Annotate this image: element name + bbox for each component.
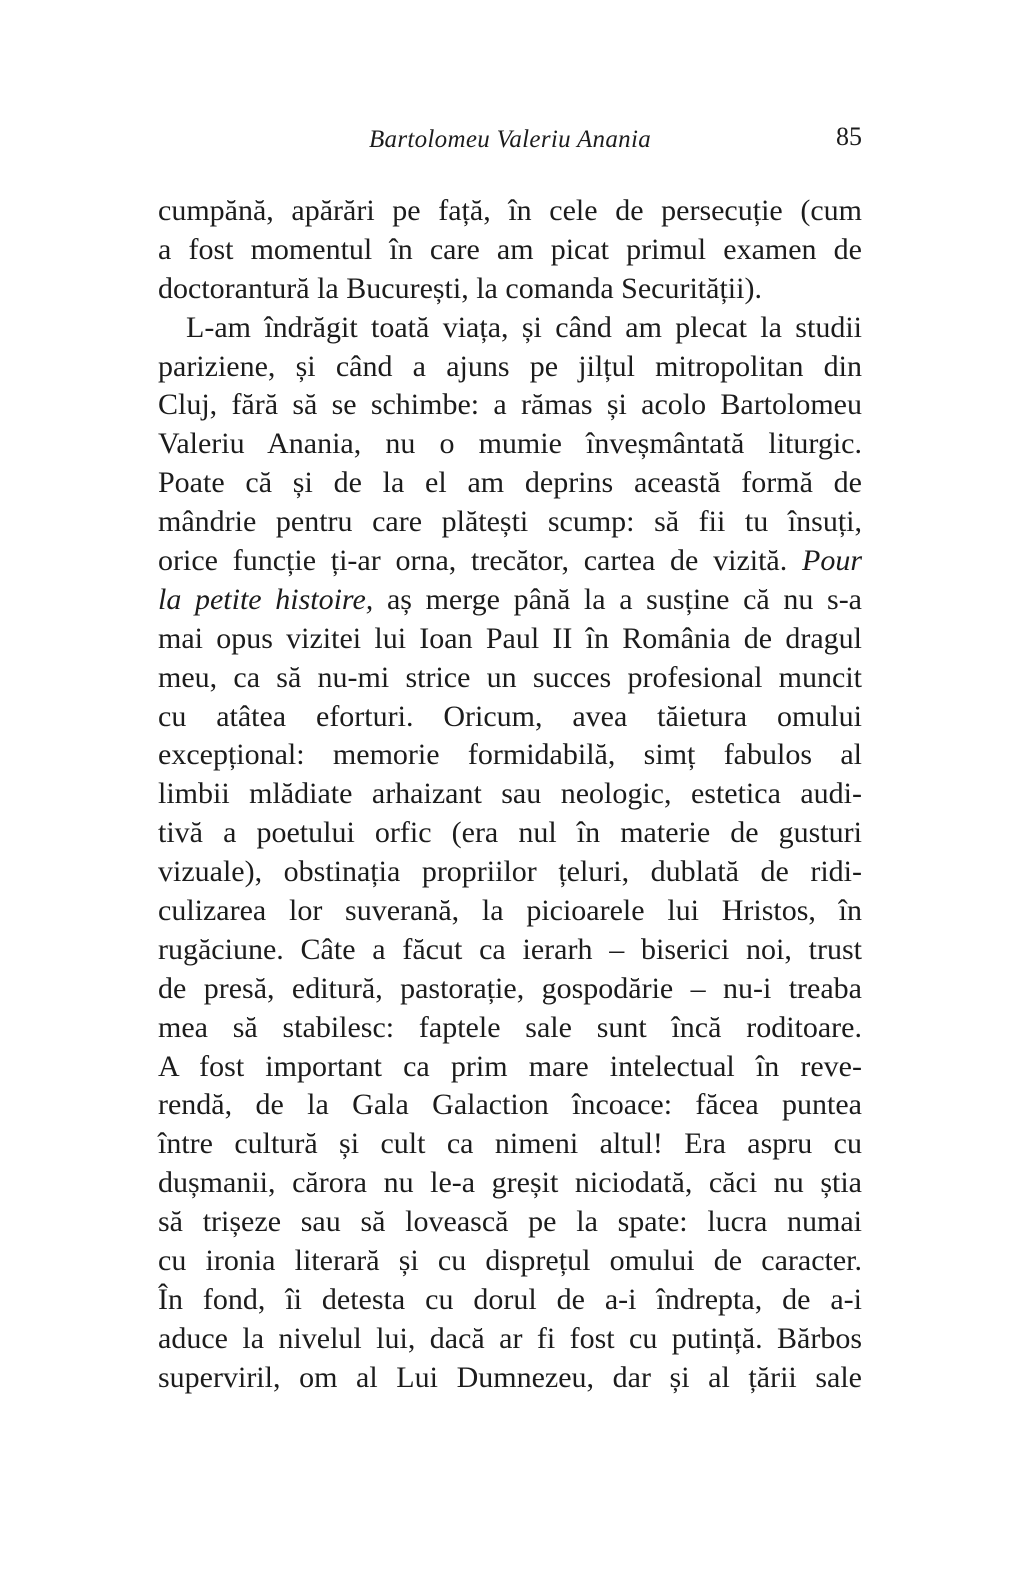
text-line: Poate că și de la el am deprins această formă de bbox=[158, 466, 862, 500]
text-line: Valeriu Anania, nu o mumie înveșmântată liturgic. bbox=[158, 427, 862, 461]
page-number: 85 bbox=[836, 122, 862, 151]
text-line: de presă, editură, pastorație, gospodărie – nu-i treaba bbox=[158, 971, 862, 1005]
text-line bbox=[158, 581, 862, 620]
italic-phrase: Pour bbox=[802, 544, 863, 578]
text-line: doctorantură la București, la comanda Securității). bbox=[158, 271, 762, 305]
paragraph-first-line: L-am îndrăgit toată viața, și când am plecat la studii bbox=[186, 310, 862, 344]
body-text bbox=[158, 192, 862, 1398]
text-line: să trișeze sau să lovească pe la spate: lucra numai bbox=[158, 1205, 862, 1239]
text-line: mai opus vizitei lui Ioan Paul II în România de dragul bbox=[158, 621, 862, 655]
text-line: rendă, de la Gala Galaction încoace: făcea puntea bbox=[158, 1088, 862, 1122]
text-line: cu ironia literară și cu disprețul omului de caracter. bbox=[158, 1244, 862, 1278]
text-line: cu atâtea eforturi. Oricum, avea tăietura omului bbox=[158, 699, 862, 733]
text-line: a fost momentul în care am picat primul examen de bbox=[158, 232, 862, 266]
text-line: Cluj, fără să se schimbe: a rămas și acolo Bartolomeu bbox=[158, 388, 862, 422]
text-line: În fond, îi detesta cu dorul de a-i îndrepta, de a-i bbox=[158, 1282, 862, 1316]
text-line: A fost important ca prim mare intelectual în reve- bbox=[158, 1049, 862, 1083]
text-line: culizarea lor suverană, la picioarele lui Hristos, în bbox=[158, 894, 862, 928]
text-line: mea să stabilesc: faptele sale sunt încă roditoare. bbox=[158, 1010, 862, 1044]
text-line bbox=[158, 542, 862, 581]
text-line: pariziene, și când a ajuns pe jilțul mitropolitan din bbox=[158, 349, 862, 383]
running-head bbox=[158, 122, 862, 162]
text-segment: aș merge până la a susține că nu s-a bbox=[386, 582, 863, 616]
text-line: vizuale), obstinația propriilor țeluri, dublată de ridi- bbox=[158, 855, 862, 889]
text-line: tivă a poetului orfic (era nul în materie de gusturi bbox=[158, 816, 862, 850]
text-line: meu, ca să nu-mi strice un succes profesional muncit bbox=[158, 660, 862, 694]
text-line: rugăciune. Câte a făcut ca ierarh – biserici noi, trust bbox=[158, 932, 862, 966]
text-line: superviril, om al Lui Dumnezeu, dar și al țării sale bbox=[158, 1360, 862, 1394]
text-segment: orice funcție ți-ar orna, trecător, cartea de vizită. bbox=[158, 544, 788, 578]
italic-phrase: la petite histoire, bbox=[158, 582, 374, 616]
text-line: mândrie pentru care plătești scump: să fii tu însuți, bbox=[158, 505, 862, 539]
text-line: cumpănă, apărări pe față, în cele de persecuție (cum bbox=[158, 194, 862, 227]
text-line: între cultură și cult ca nimeni altul! Era aspru cu bbox=[158, 1127, 862, 1161]
text-line: limbii mlădiate arhaizant sau neologic, estetica audi- bbox=[158, 777, 862, 811]
running-title: Bartolomeu Valeriu Anania bbox=[368, 126, 652, 153]
text-line: aduce la nivelul lui, dacă ar fi fost cu putință. Bărbos bbox=[158, 1321, 862, 1355]
text-line: dușmanii, cărora nu le-a greșit niciodată, căci nu știa bbox=[158, 1166, 862, 1200]
text-line: excepțional: memorie formidabilă, simț fabulos al bbox=[158, 738, 862, 772]
